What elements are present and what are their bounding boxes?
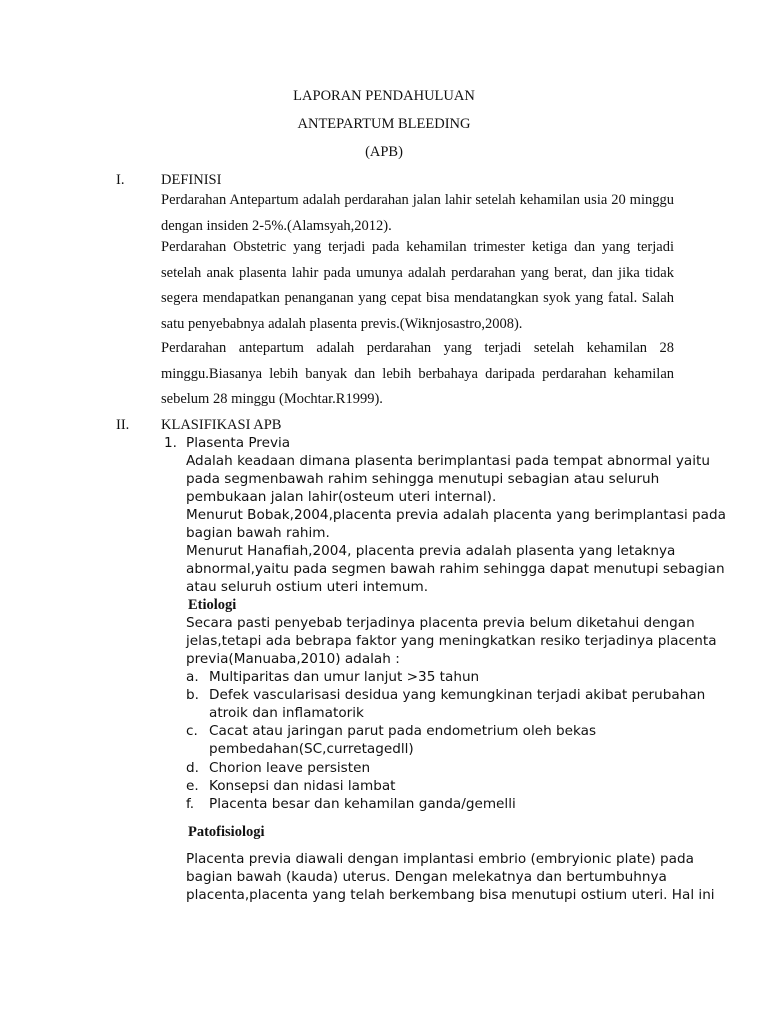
section-2-heading: KLASIFIKASI APB [161, 417, 282, 433]
doc-title: LAPORAN PENDAHULUAN [293, 88, 475, 104]
list-marker: a. [186, 669, 199, 685]
doc-subtitle: ANTEPARTUM BLEEDING [297, 116, 471, 132]
list-marker: b. [186, 687, 199, 703]
list-marker: d. [186, 760, 199, 776]
patofisiologi-heading: Patofisiologi [188, 824, 265, 840]
text-line: jelas,tetapi ada bebrapa faktor yang meningkatkan resiko terjadinya placenta [186, 633, 717, 649]
list-item: Cacat atau jaringan parut pada endometrium oleh bekas [209, 723, 597, 739]
text-line: Secara pasti penyebab terjadinya placenta previa belum diketahui dengan [186, 615, 695, 631]
text-line: Menurut Hanafiah,2004, placenta previa adalah plasenta yang letaknya [186, 543, 676, 559]
etiologi-heading: Etiologi [188, 597, 237, 613]
definition-paragraph-3: Perdarahan antepartum adalah perdarahan yang terjadi setelah kehamilan 28 minggu.Biasanya lebih banyak dan lebih berbahaya daripada perdarahan kehamilan sebelum 28 minggu (Mochtar.R1999). [161, 340, 674, 407]
section-1-numeral: I. [116, 172, 125, 188]
text-line: atau seluruh ostium uteri intemum. [186, 579, 429, 595]
text-line: placenta,placenta yang telah berkembang bisa menutupi ostium uteri. Hal ini [186, 887, 715, 903]
definition-paragraph-2: Perdarahan Obstetric yang terjadi pada kehamilan trimester ketiga dan yang terjadi setelah anak plasenta lahir pada umunya adalah perdarahan yang berat, dan jika tidak segera mendapatkan penanganan yang cepat bisa mendatangkan syok yang fatal. Salah satu penyebabnya adalah plasenta previs.(Wiknjosastro,2008). [161, 239, 674, 332]
section-2-numeral: II. [116, 417, 130, 433]
list-item: Defek vascularisasi desidua yang kemungkinan terjadi akibat perubahan [209, 687, 706, 703]
text-line: pembukaan jalan lahir(osteum uteri internal). [186, 489, 497, 505]
list-item: Placenta besar dan kehamilan ganda/gemelli [209, 796, 516, 812]
list-marker: f. [186, 796, 195, 812]
subsection-1-number: 1. [164, 435, 177, 451]
text-line: bagian bawah (kauda) uterus. Dengan melekatnya dan bertumbuhnya [186, 869, 667, 885]
list-marker: e. [186, 778, 199, 794]
subsection-1-title: Plasenta Previa [186, 435, 291, 451]
list-item: Multiparitas dan umur lanjut >35 tahun [209, 669, 480, 685]
definition-paragraph-1: Perdarahan Antepartum adalah perdarahan jalan lahir setelah kehamilan usia 20 minggu dengan insiden 2-5%.(Alamsyah,2012). [161, 192, 674, 234]
section-1-heading: DEFINISI [161, 172, 222, 188]
text-line: abnormal,yaitu pada segmen bawah rahim sehingga dapat menutupi sebagian [186, 561, 725, 577]
text-line: previa(Manuaba,2010) adalah : [186, 651, 400, 667]
text-line: Placenta previa diawali dengan implantasi embrio (embryionic plate) pada [186, 851, 694, 867]
text-line: pada segmenbawah rahim sehingga menutupi sebagian atau seluruh [186, 471, 660, 487]
list-item-continuation: atroik dan inflamatorik [209, 705, 364, 721]
list-item: Chorion leave persisten [209, 760, 371, 776]
list-item: Konsepsi dan nidasi lambat [209, 778, 396, 794]
list-item-continuation: pembedahan(SC,curretagedll) [209, 741, 414, 757]
list-marker: c. [186, 723, 198, 739]
doc-abbrev: (APB) [365, 144, 403, 160]
text-line: Menurut Bobak,2004,placenta previa adalah placenta yang berimplantasi pada [186, 507, 726, 523]
text-line: Adalah keadaan dimana plasenta berimplantasi pada tempat abnormal yaitu [186, 453, 710, 469]
text-line: bagian bawah rahim. [186, 525, 330, 541]
